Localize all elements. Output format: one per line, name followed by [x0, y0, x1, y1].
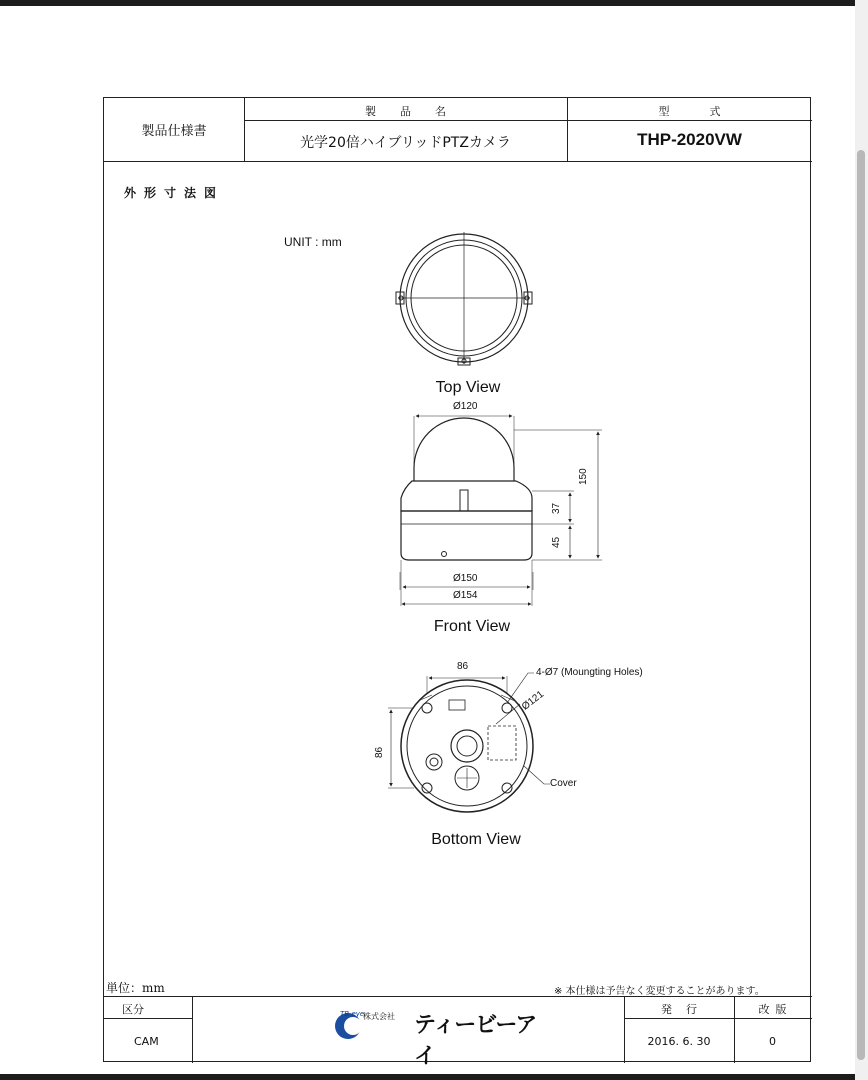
bottom-view-label: Bottom View	[431, 831, 521, 848]
doc-type: 製品仕様書	[141, 124, 207, 139]
footer-col-1	[192, 996, 193, 1063]
company-tag: TB-eye	[340, 1010, 365, 1018]
issue-date: 2016. 6. 30	[647, 1035, 711, 1048]
revision-value: 0	[769, 1035, 776, 1048]
spec-sheet	[103, 97, 811, 1069]
company-logo	[334, 1008, 544, 1069]
model-label: 型式	[658, 105, 761, 118]
model-number: THP-2020VW	[637, 130, 742, 149]
dim-height-upper: 37	[551, 502, 562, 514]
issue-label: 発行	[661, 1003, 711, 1016]
company-name: ティービーアイ	[414, 1013, 537, 1069]
window-bottom-bar	[0, 1074, 868, 1080]
dim-overall-diameter: Ø154	[453, 590, 478, 601]
dim-height-lower: 45	[551, 536, 562, 548]
dim-bottom-circle: Ø121	[520, 688, 547, 713]
dim-height-total: 150	[578, 468, 589, 485]
section-title: 外形寸法図	[124, 186, 225, 200]
top-view-drawing	[396, 232, 532, 365]
footer-top-rule	[104, 996, 812, 997]
product-name: 光学20倍ハイブリッドPTZカメラ	[300, 135, 511, 151]
mounting-holes-note: 4-Ø7 (Moungting Holes)	[536, 667, 643, 678]
footer-unit: 単位：mm	[106, 981, 165, 995]
footer-note: ※ 本仕様は予告なく変更することがあります。	[554, 986, 765, 997]
front-view-drawing	[400, 416, 602, 606]
dim-base-diameter: Ø150	[453, 573, 478, 584]
vertical-scrollbar[interactable]	[855, 0, 868, 1080]
scrollbar-thumb[interactable]	[857, 150, 865, 1060]
class-value: CAM	[134, 1035, 159, 1048]
footer-left-divider	[104, 1018, 192, 1019]
bottom-view-drawing	[388, 673, 550, 812]
dim-bottom-width: 86	[457, 661, 469, 672]
front-view-label: Front View	[433, 618, 511, 635]
product-name-label: 製品名	[365, 105, 470, 118]
window-top-bar	[0, 0, 868, 6]
company-kk: 株式会社	[363, 1012, 395, 1021]
footer-right-divider	[624, 1018, 812, 1019]
dim-top-diameter: Ø120	[453, 401, 478, 412]
class-label: 区分	[122, 1003, 144, 1016]
cover-label: Cover	[550, 778, 577, 789]
drawing-unit: UNIT : mm	[284, 235, 342, 249]
dim-bottom-height: 86	[374, 746, 385, 758]
top-view-label: Top View	[435, 379, 501, 396]
revision-label: 改版	[758, 1003, 793, 1016]
